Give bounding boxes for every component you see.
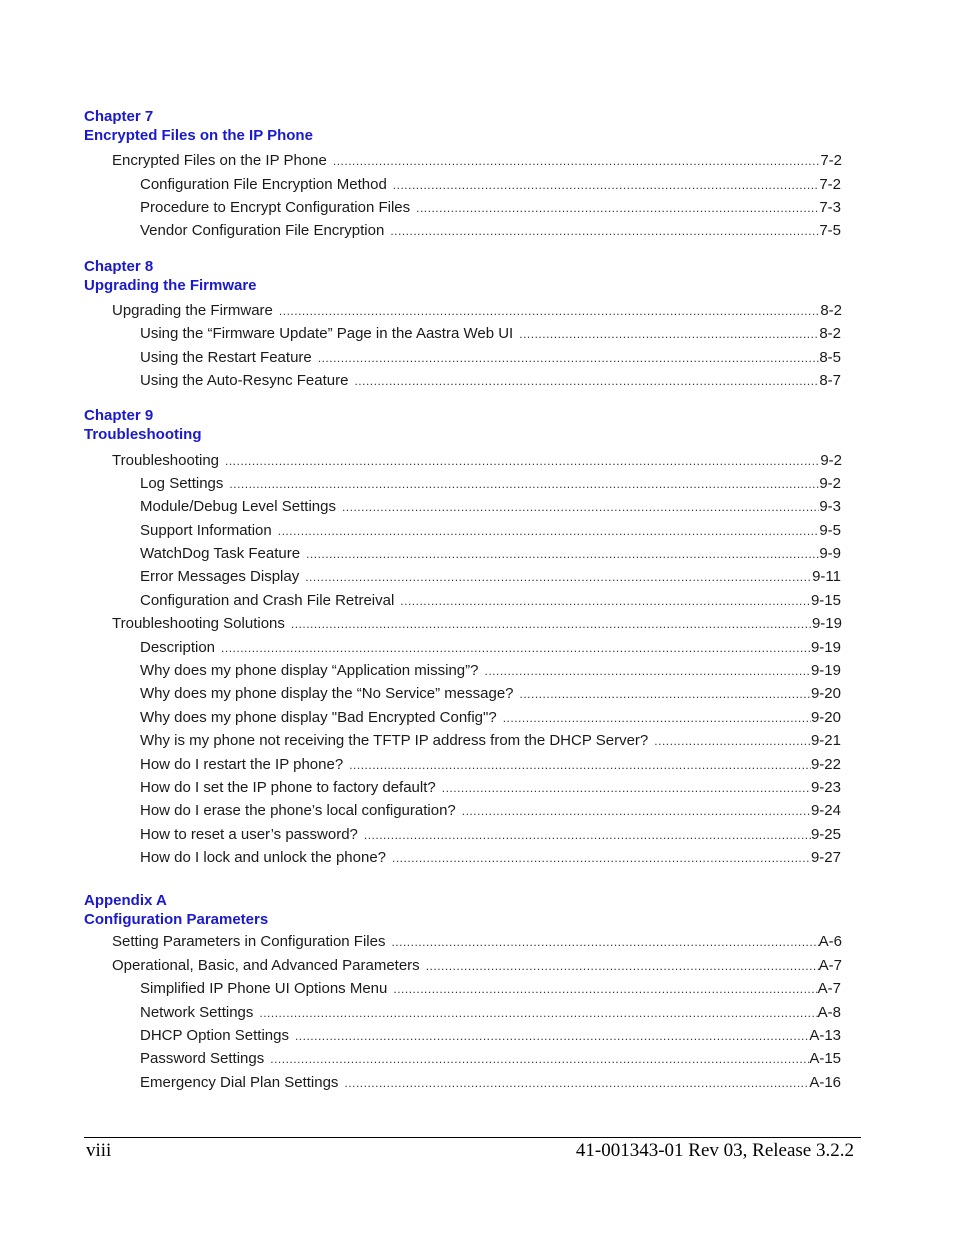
toc-entry-title: Emergency Dial Plan Settings xyxy=(140,1074,339,1091)
toc-entry-page: A-8 xyxy=(817,1004,841,1021)
toc-entry-title: Log Settings xyxy=(140,475,224,492)
toc-entry-title: Upgrading the Firmware xyxy=(112,302,273,319)
toc-entry[interactable] xyxy=(140,221,841,241)
toc-entry-title: How do I erase the phone’s local configuration? xyxy=(140,802,456,819)
toc-entry-title: How do I set the IP phone to factory default? xyxy=(140,779,436,796)
toc-entry[interactable] xyxy=(140,825,841,845)
toc-entry-title: Password Settings xyxy=(140,1050,265,1067)
toc-entry[interactable] xyxy=(140,638,841,658)
dot-leader xyxy=(354,371,819,391)
dot-leader xyxy=(278,521,820,541)
dot-leader xyxy=(221,638,811,658)
toc-entry[interactable] xyxy=(112,151,842,171)
toc-entry-title: Why does my phone display "Bad Encrypted Config"? xyxy=(140,709,497,726)
toc-entry-title: Support Information xyxy=(140,522,272,539)
dot-leader xyxy=(342,497,819,517)
toc-entry[interactable] xyxy=(140,708,841,728)
toc-entry-page: 9-2 xyxy=(820,452,842,469)
section-label[interactable]: Chapter 7 xyxy=(84,108,154,125)
toc-entry[interactable] xyxy=(112,932,842,952)
section-heading xyxy=(84,406,844,444)
dot-leader xyxy=(291,614,812,634)
toc-entry-title: Using the “Firmware Update” Page in the Aastra Web UI xyxy=(140,325,514,342)
section-label[interactable]: Appendix A xyxy=(84,892,167,909)
dot-leader xyxy=(503,708,811,728)
toc-entry[interactable] xyxy=(140,497,841,517)
toc-entry-page: 8-2 xyxy=(820,302,842,319)
dot-leader xyxy=(416,198,819,218)
toc-entry-title: Error Messages Display xyxy=(140,568,300,585)
toc-entry[interactable] xyxy=(140,731,841,751)
toc-entry-title: Using the Auto-Resync Feature xyxy=(140,372,349,389)
dot-leader xyxy=(442,778,811,798)
dot-leader xyxy=(390,221,819,241)
toc-entry-page: 7-5 xyxy=(819,222,841,239)
toc-entry-page: 9-11 xyxy=(812,568,841,585)
toc-entry-page: 9-20 xyxy=(810,685,841,702)
toc-entry-title: Why does my phone display the “No Service” message? xyxy=(140,685,514,702)
toc-entry[interactable] xyxy=(140,661,841,681)
toc-entry[interactable] xyxy=(112,451,842,471)
toc-entry-title: Why is my phone not receiving the TFTP IP address from the DHCP Server? xyxy=(140,732,649,749)
toc-entry[interactable] xyxy=(140,591,841,611)
toc-entry-title: Simplified IP Phone UI Options Menu xyxy=(140,980,388,997)
dot-leader xyxy=(279,301,820,321)
toc-entry[interactable] xyxy=(140,521,841,541)
toc-entry-page: 9-27 xyxy=(810,849,841,866)
toc-entry-page: 9-19 xyxy=(810,639,841,656)
toc-entry-page: 9-20 xyxy=(810,709,841,726)
toc-entry-page: 9-24 xyxy=(810,802,841,819)
section-label[interactable]: Chapter 9 xyxy=(84,407,154,424)
toc-entry-page: A-13 xyxy=(809,1027,841,1044)
toc-entry-title: DHCP Option Settings xyxy=(140,1027,289,1044)
toc-entry-title: Module/Debug Level Settings xyxy=(140,498,336,515)
toc-entry-page: 8-7 xyxy=(819,372,841,389)
toc-entry-title: Description xyxy=(140,639,216,656)
toc-entry-page: A-16 xyxy=(809,1074,841,1091)
dot-leader xyxy=(392,848,811,868)
dot-leader xyxy=(225,451,820,471)
toc-entry[interactable] xyxy=(140,175,841,195)
toc-entry-title: Troubleshooting Solutions xyxy=(112,615,285,632)
dot-leader xyxy=(344,1073,809,1093)
toc-entry-title: Network Settings xyxy=(140,1004,254,1021)
toc-entry-title: How do I lock and unlock the phone? xyxy=(140,849,386,866)
toc-entry-title: Encrypted Files on the IP Phone xyxy=(112,152,327,169)
dot-leader xyxy=(333,151,820,171)
dot-leader xyxy=(462,801,811,821)
toc-entry-title: Troubleshooting xyxy=(112,452,220,469)
toc-entry-page: 9-21 xyxy=(810,732,841,749)
dot-leader xyxy=(229,474,819,494)
toc-entry-page: 9-25 xyxy=(810,826,841,843)
toc-entry-page: 7-2 xyxy=(820,152,842,169)
toc-entry-title: Procedure to Encrypt Configuration Files xyxy=(140,199,411,216)
toc-entry-page: A-7 xyxy=(817,980,841,997)
toc-entry-page: 9-2 xyxy=(819,475,841,492)
dot-leader xyxy=(295,1026,809,1046)
toc-entry-page: A-7 xyxy=(818,957,842,974)
toc-entry-page: 9-15 xyxy=(810,592,841,609)
toc-entry[interactable] xyxy=(140,348,841,368)
toc-entry-page: 9-22 xyxy=(810,756,841,773)
toc-entry-title: WatchDog Task Feature xyxy=(140,545,301,562)
toc-entry-title: Using the Restart Feature xyxy=(140,349,312,366)
toc-entry[interactable] xyxy=(140,1049,841,1069)
toc-entry-title: Vendor Configuration File Encryption xyxy=(140,222,385,239)
dot-leader xyxy=(654,731,811,751)
toc-entry-title: How to reset a user’s password? xyxy=(140,826,358,843)
toc-entry[interactable] xyxy=(140,371,841,391)
footer-page-number: viii xyxy=(86,1140,112,1161)
toc-entry[interactable] xyxy=(112,301,842,321)
toc-entry[interactable] xyxy=(140,1073,841,1093)
dot-leader xyxy=(305,567,812,587)
dot-leader xyxy=(393,979,817,999)
toc-entry[interactable] xyxy=(140,198,841,218)
toc-entry[interactable] xyxy=(140,755,841,775)
toc-entry-title: Why does my phone display “Application missing”? xyxy=(140,662,479,679)
toc-entry-page: 8-5 xyxy=(819,349,841,366)
dot-leader xyxy=(391,932,818,952)
toc-entry[interactable] xyxy=(140,848,841,868)
toc-entry-title: Setting Parameters in Configuration Files xyxy=(112,933,386,950)
toc-entry-page: 9-19 xyxy=(811,615,842,632)
footer-document-id: 41-001343-01 Rev 03, Release 3.2.2 xyxy=(575,1140,854,1161)
dot-leader xyxy=(318,348,820,368)
toc-entry-page: 9-5 xyxy=(819,522,841,539)
section-heading xyxy=(84,107,844,145)
toc-entry-page: A-6 xyxy=(818,933,842,950)
toc-entry[interactable] xyxy=(140,1003,841,1023)
dot-leader xyxy=(426,956,819,976)
toc-entry-page: 8-2 xyxy=(819,325,841,342)
toc-entry[interactable] xyxy=(140,567,841,587)
section-heading xyxy=(84,257,844,295)
toc-entry[interactable] xyxy=(140,1026,841,1046)
toc-entry[interactable] xyxy=(140,979,841,999)
toc-entry-page: 9-23 xyxy=(810,779,841,796)
section-heading xyxy=(84,891,844,929)
dot-leader xyxy=(393,175,820,195)
toc-entry-page: 7-3 xyxy=(819,199,841,216)
toc-entry[interactable] xyxy=(140,324,841,344)
toc-entry[interactable] xyxy=(112,956,842,976)
toc-entry-title: Configuration File Encryption Method xyxy=(140,176,387,193)
toc-entry-title: Operational, Basic, and Advanced Parameters xyxy=(112,957,420,974)
toc-entry[interactable] xyxy=(140,778,841,798)
toc-entry[interactable] xyxy=(140,684,841,704)
dot-leader xyxy=(400,591,811,611)
toc-entry[interactable] xyxy=(140,801,841,821)
toc-entry[interactable] xyxy=(112,614,842,634)
toc-entry-page: 9-9 xyxy=(819,545,841,562)
toc-entry-title: How do I restart the IP phone? xyxy=(140,756,344,773)
dot-leader xyxy=(306,544,819,564)
section-label[interactable]: Chapter 8 xyxy=(84,258,154,275)
section-title[interactable]: Encrypted Files on the IP Phone xyxy=(84,127,313,144)
section-title[interactable]: Upgrading the Firmware xyxy=(84,277,257,294)
dot-leader xyxy=(520,684,811,704)
dot-leader xyxy=(270,1049,809,1069)
dot-leader xyxy=(364,825,811,845)
section-title[interactable]: Configuration Parameters xyxy=(84,911,269,928)
section-title[interactable]: Troubleshooting xyxy=(84,426,202,443)
toc-entry-page: 9-19 xyxy=(810,662,841,679)
toc-entry[interactable] xyxy=(140,544,841,564)
toc-entry[interactable] xyxy=(140,474,841,494)
dot-leader xyxy=(519,324,819,344)
dot-leader xyxy=(259,1003,817,1023)
toc-entry-title: Configuration and Crash File Retreival xyxy=(140,592,395,609)
footer-divider xyxy=(84,1137,861,1138)
toc-entry-page: A-15 xyxy=(809,1050,841,1067)
dot-leader xyxy=(485,661,811,681)
dot-leader xyxy=(349,755,811,775)
toc-entry-page: 7-2 xyxy=(819,176,841,193)
toc-entry-page: 9-3 xyxy=(819,498,841,515)
